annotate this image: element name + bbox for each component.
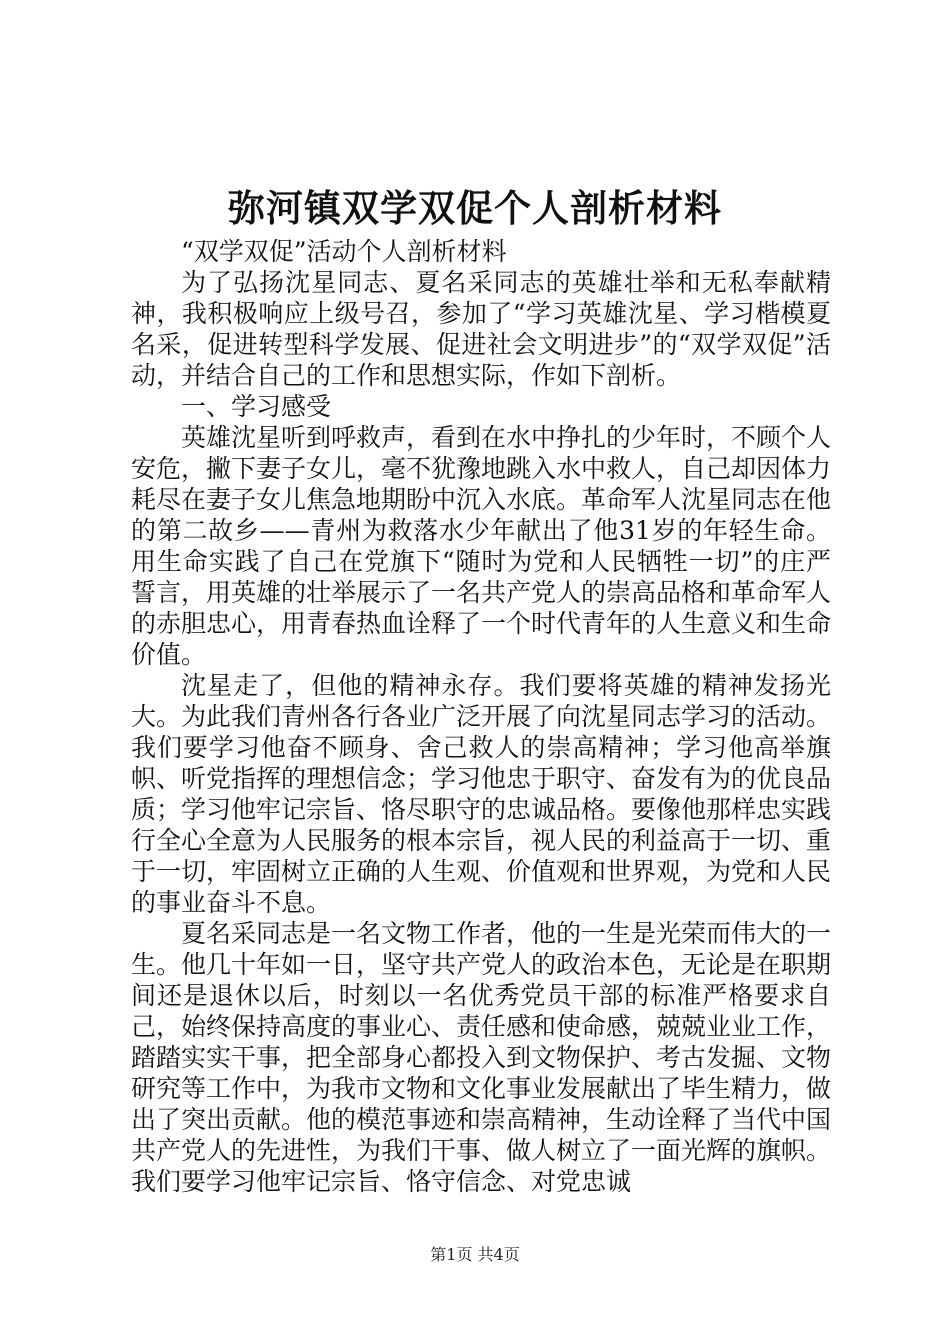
document-body [131,236,831,1197]
paragraph-intro: 为了弘扬沈星同志、夏名采同志的英雄壮举和无私奉献精神，我积极响应上级号召，参加了“学习英雄沈星、学习楷模夏名采，促进转型科学发展、促进社会文明进步”的“双学双促”活动，并结合自己的工作和思想实际，作如下剖析。 [131,268,831,390]
paragraph-subtitle: “双学双促”活动个人剖析材料 [181,237,507,266]
document-title: 弥河镇双学双促个人剖析材料 [228,186,722,230]
page-footer: 第1页 共4页 [430,1245,520,1264]
paragraph-shen-xing-deed: 英雄沈星听到呼救声，看到在水中挣扎的少年时，不顾个人安危，撇下妻子女儿，毫不犹豫地跳入水中救人，自己却因体力耗尽在妻子女儿焦急地期盼中沉入水底。革命军人沈星同志在他的第二故乡——青州为救落水少年献出了他31岁的年轻生命。用生命实践了自己在党旗下“随时为党和人民牺牲一切”的庄严誓言，用英雄的壮举展示了一名共产党人的崇高品格和革命军人的赤胆忠心，用青春热血诠释了一个时代青年的人生意义和生命价值。 [131,423,832,669]
paragraph-shen-xing-spirit: 沈星走了，但他的精神永存。我们要将英雄的精神发扬光大。为此我们青州各行各业广泛开展了向沈星同志学习的活动。我们要学习他奋不顾身、舍己救人的崇高精神；学习他高举旗帜、听党指挥的理想信念；学习他忠于职守、奋发有为的优良品质；学习他牢记宗旨、恪尽职守的忠诚品格。要像他那样忠实践行全心全意为人民服务的根本宗旨，视人民的利益高于一切、重于一切，牢固树立正确的人生观、价值观和世界观，为党和人民的事业奋斗不息。 [131,671,832,917]
paragraph-xia-mingcai: 夏名采同志是一名文物工作者，他的一生是光荣而伟大的一生。他几十年如一日，坚守共产党人的政治本色，无论是在职期间还是退休以后，时刻以一名优秀党员干部的标准严格要求自己，始终保持高度的事业心、责任感和使命感，兢兢业业工作，踏踏实实干事，把全部身心都投入到文物保护、考古发掘、文物研究等工作中，为我市文物和文化事业发展献出了毕生精力，做出了突出贡献。他的模范事迹和崇高精神，生动诠释了当代中国共产党人的先进性，为我们干事、做人树立了一面光辉的旗帜。我们要学习他牢记宗旨、恪守信念、对党忠诚 [131,919,832,1196]
section-heading-learning: 一、学习感受 [181,392,332,421]
